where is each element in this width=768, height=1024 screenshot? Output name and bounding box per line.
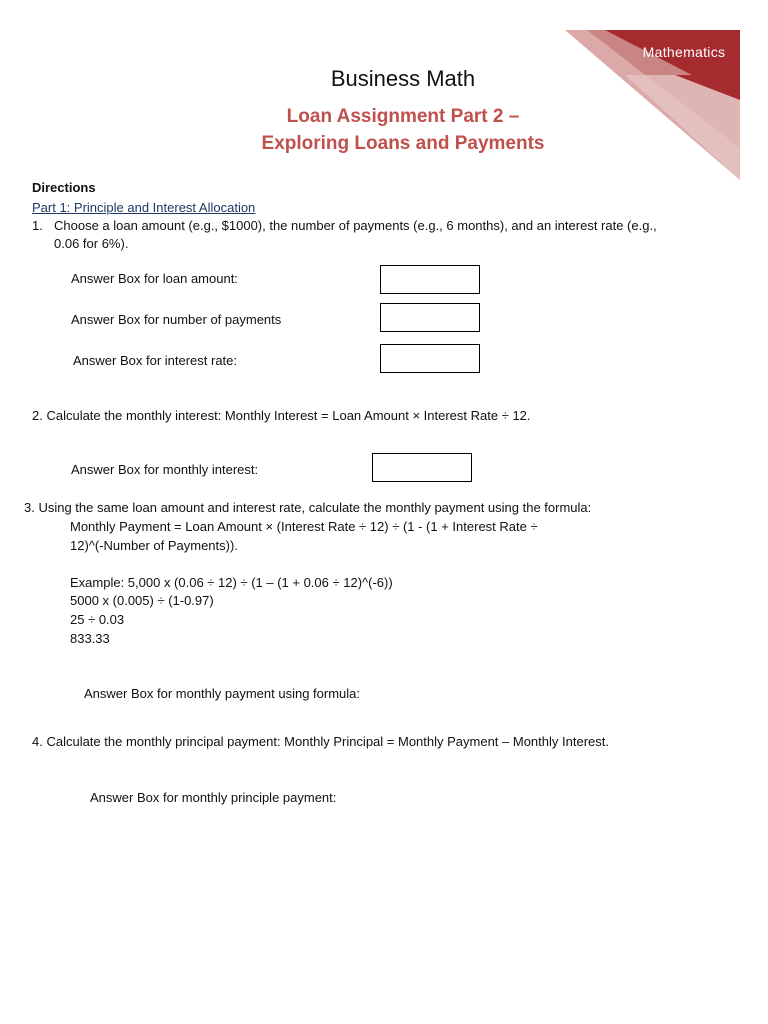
loan-amount-label: Answer Box for loan amount:	[71, 271, 238, 286]
monthly-payment-label: Answer Box for monthly payment using formula:	[84, 686, 361, 701]
example-line2: 5000 x (0.005) ÷ (1-0.97)	[70, 593, 214, 608]
loan-amount-answer-box[interactable]	[380, 265, 480, 294]
interest-rate-answer-box[interactable]	[380, 344, 480, 373]
example-line1: Example: 5,000 x (0.06 ÷ 12) ÷ (1 – (1 + 0.06 ÷ 12)^(-6))	[70, 575, 393, 590]
formula-line1: Monthly Payment = Loan Amount × (Interest Rate ÷ 12) ÷ (1 - (1 + Interest Rate ÷	[70, 519, 538, 534]
step1-text-line1: Choose a loan amount (e.g., $1000), the number of payments (e.g., 6 months), and an interest rate (e.g.,	[54, 218, 657, 233]
step1-text-line2: 0.06 for 6%).	[54, 236, 129, 251]
step3-text: 3. Using the same loan amount and interest rate, calculate the monthly payment using the formula:	[24, 500, 592, 515]
assignment-subtitle-line2: Exploring Loans and Payments	[261, 133, 545, 154]
example-line3: 25 ÷ 0.03	[70, 612, 125, 627]
monthly-interest-answer-box[interactable]	[372, 453, 472, 482]
monthly-interest-label: Answer Box for monthly interest:	[71, 462, 259, 477]
payments-label: Answer Box for number of payments	[71, 312, 282, 327]
example-line4: 833.33	[70, 631, 110, 646]
assignment-subtitle-line1: Loan Assignment Part 2 –	[286, 106, 520, 127]
step2-text: 2. Calculate the monthly interest: Monthly Interest = Loan Amount × Interest Rate ÷ 12.	[32, 408, 531, 423]
interest-rate-label: Answer Box for interest rate:	[73, 353, 238, 368]
directions-heading: Directions	[32, 180, 96, 195]
step4-text: 4. Calculate the monthly principal payment: Monthly Principal = Monthly Payment – Monthly Interest.	[32, 734, 609, 749]
document-title: Business Math	[330, 66, 476, 91]
monthly-principal-label: Answer Box for monthly principle payment:	[90, 790, 337, 805]
payments-answer-box[interactable]	[380, 303, 480, 332]
formula-line2: 12)^(-Number of Payments)).	[70, 538, 238, 553]
step1-number: 1.	[32, 218, 43, 233]
part1-link[interactable]: Part 1: Principle and Interest Allocation	[32, 200, 256, 215]
subject-tag: Mathematics	[642, 44, 726, 60]
